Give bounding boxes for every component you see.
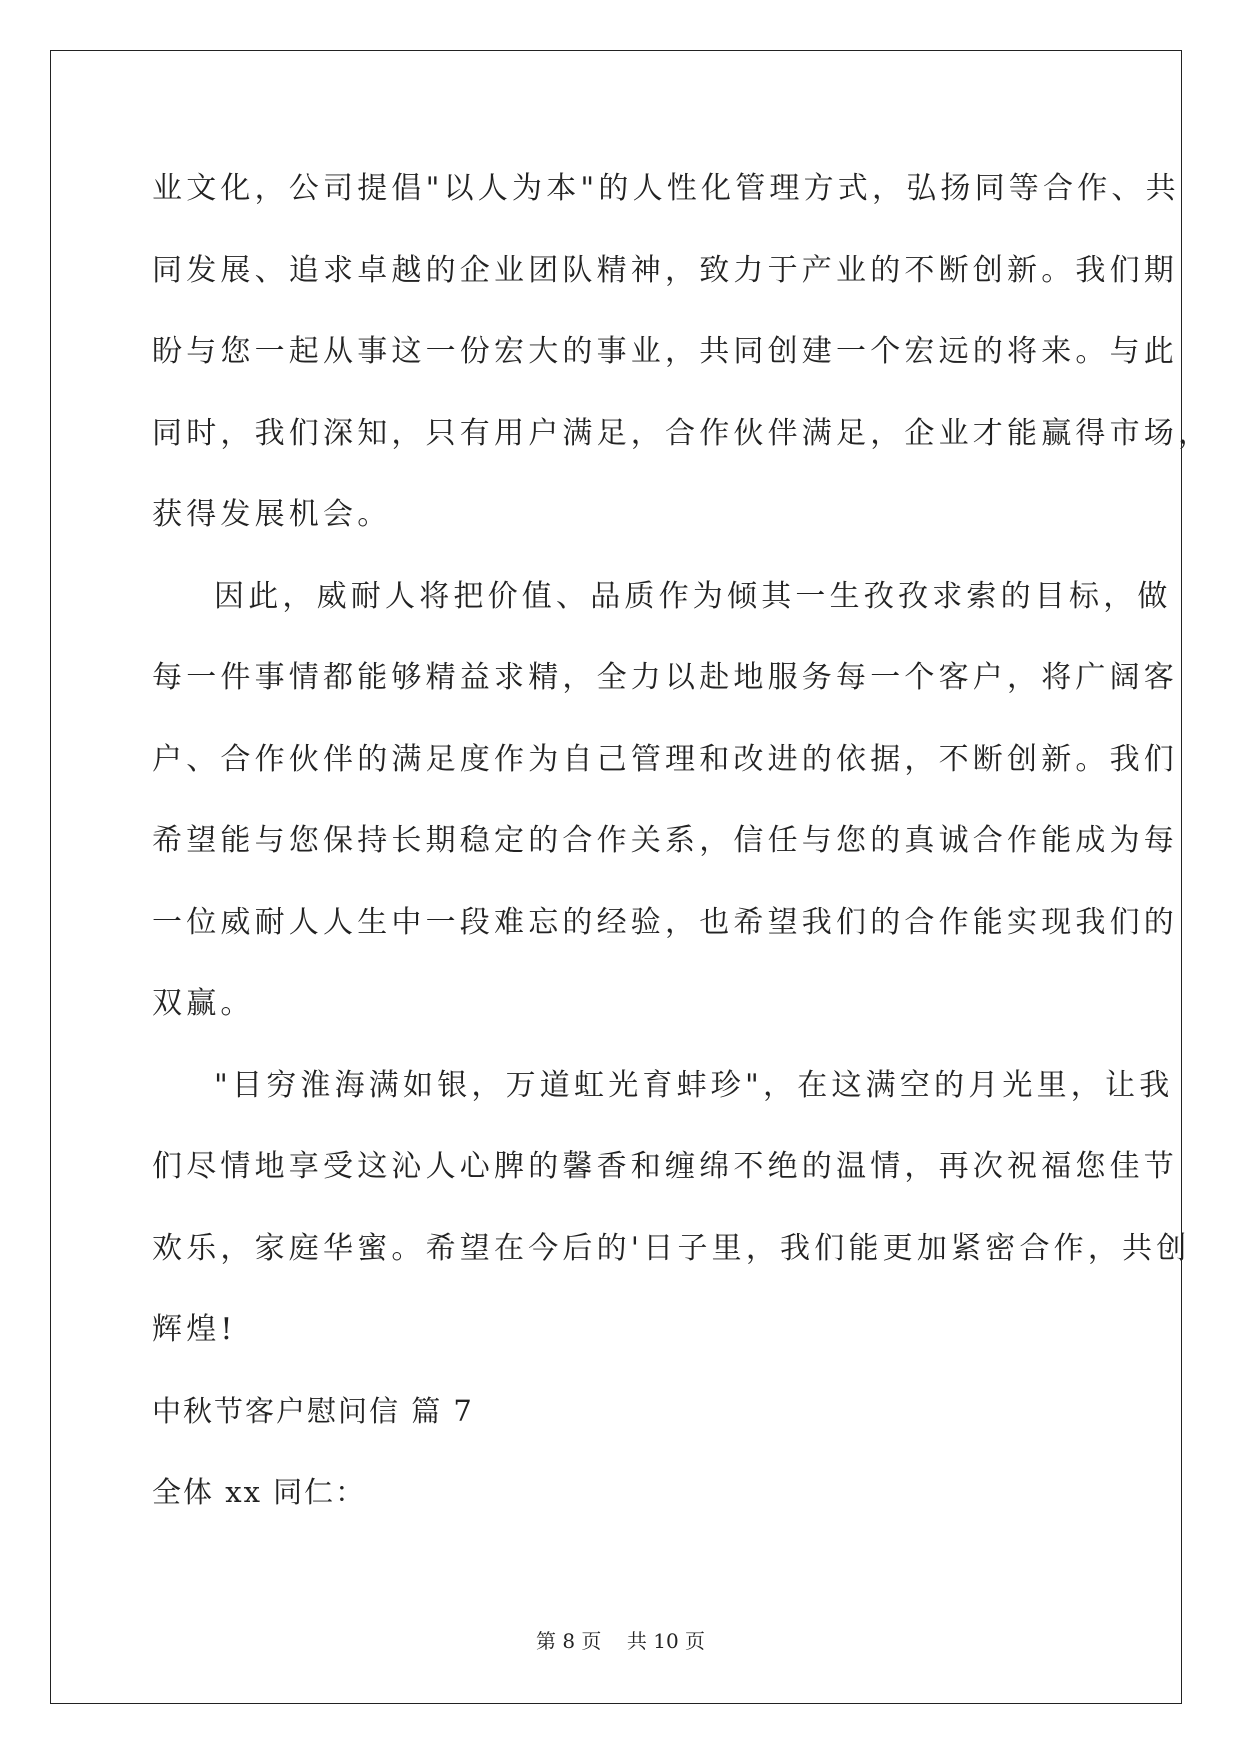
paragraph-line: 们尽情地享受这沁人心脾的馨香和缠绵不绝的温情，再次祝福您佳节 [152,1149,1178,1184]
salutation: 全体 xx 同仁： [152,1475,367,1509]
paragraph-line: 同时，我们深知，只有用户满足，合作伙伴满足，企业才能赢得市场， [152,415,1213,451]
paragraph-3 [152,1045,1191,1371]
document-body [152,148,1213,1534]
page-number: 第 8 页 [535,1629,602,1653]
paragraph-2 [152,556,1178,1045]
paragraph-line: 业文化，公司提倡"以人为本"的人性化管理方式，弘扬同等合作、共 [152,171,1180,206]
paragraph-line: 辉煌! [152,1312,237,1347]
paragraph-1 [152,148,1213,556]
paragraph-line: 每一件事情都能够精益求精，全力以赴地服务每一个客户，将广阔客 [152,660,1178,695]
paragraph-line: 获得发展机会。 [152,497,392,532]
paragraph-line: 户、合作伙伴的满足度作为自己管理和改进的依据，不断创新。我们 [152,741,1178,777]
paragraph-line: 双赢。 [152,986,255,1021]
paragraph-line: 因此，威耐人将把价值、品质作为倾其一生孜孜求索的目标，做 [214,578,1172,614]
paragraph-line: 希望能与您保持长期稳定的合作关系，信任与您的真诚合作能成为每 [152,823,1178,858]
paragraph-line: 一位威耐人人生中一段难忘的经验，也希望我们的合作能实现我们的 [152,904,1178,940]
paragraph-line: "目穷淮海满如银，万道虹光育蚌珍"，在这满空的月光里，让我 [214,1067,1174,1103]
page-total: 共 10 页 [626,1629,706,1653]
paragraph-line: 欢乐，家庭华蜜。希望在今后的'日子里，我们能更加紧密合作，共创 [152,1230,1191,1266]
paragraph-line: 盼与您一起从事这一份宏大的事业，共同创建一个宏远的将来。与此 [152,334,1178,369]
paragraph-line: 同发展、追求卓越的企业团队精神，致力于产业的不断创新。我们期 [152,252,1178,288]
page-footer [0,1625,1241,1654]
section-heading: 中秋节客户慰问信 篇 7 [152,1393,474,1428]
